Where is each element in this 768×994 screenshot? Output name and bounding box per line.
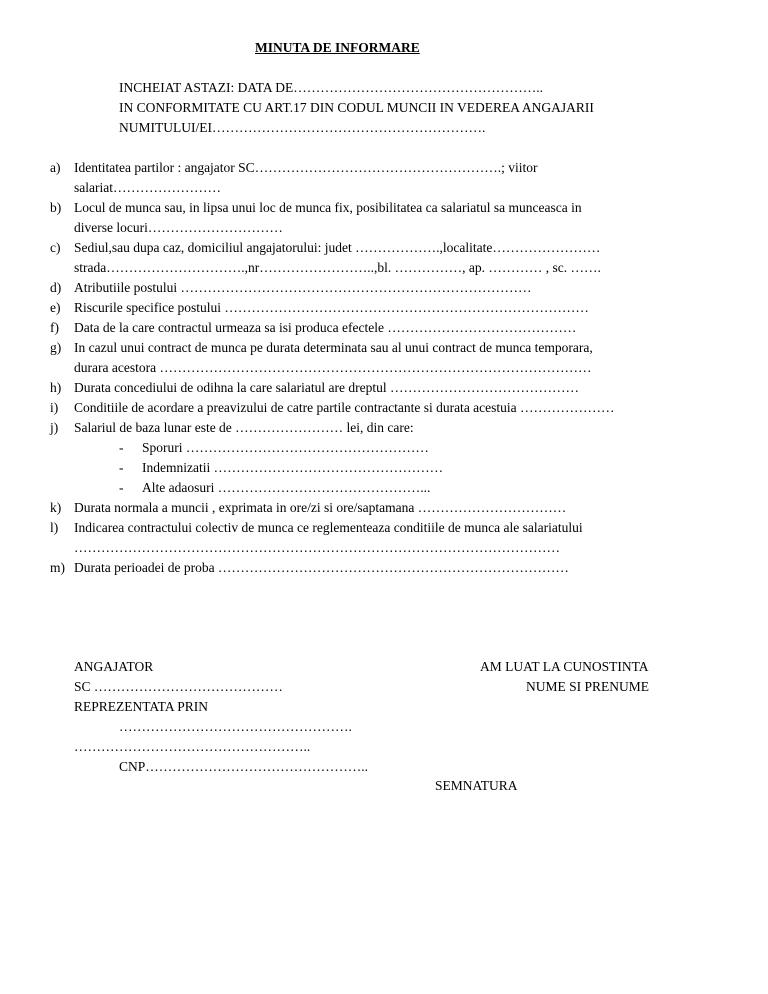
reprezentata-label: REPREZENTATA PRIN [74,699,208,714]
item-letter-l: l) [50,520,59,535]
item-c-line: Sediul,sau dupa caz, domiciliul angajatorului: judet ……………….,localitate…………………… [74,240,601,255]
item-l-line: ……………………………………………………………………………………………… [74,540,560,555]
item-letter-k: k) [50,500,62,515]
item-f-line: Data de la care contractul urmeaza sa isi produca efectele …………………………………… [74,320,577,335]
item-letter-m: m) [50,560,65,575]
angajator-label: ANGAJATOR [74,659,154,674]
sc-label: SC …………………………………… [74,679,283,694]
item-letter-b: b) [50,200,62,215]
item-letter-f: f) [50,320,59,335]
nume-prenume-label: NUME SI PRENUME [526,679,650,694]
item-h-line: Durata concediului de odihna la care salariatul are dreptul …………………………………… [74,380,579,395]
item-letter-g: g) [50,340,62,355]
item-e-line: Riscurile specifice postului ……………………………………………………………………… [74,300,589,315]
item-b-line: Locul de munca sau, in lipsa unui loc de munca fix, posibilitatea ca salariatul sa munceasca in [74,200,582,215]
intro-line: IN CONFORMITATE CU ART.17 DIN CODUL MUNCII IN VEDEREA ANGAJARII [119,100,594,115]
am-luat-label: AM LUAT LA CUNOSTINTA [480,659,649,674]
sub-item-adaosuri: Alte adaosuri ………………………………………... [142,480,431,495]
cnp-label: CNP………………………………………….. [119,759,369,774]
sub-item-dash: - [119,480,124,495]
item-c-line: strada………………………….,nr……………………..,bl. ……………, ap. ………… , sc. ……. [74,260,601,275]
sub-item-sporuri: Sporuri ……………………………………………… [142,440,429,455]
intro-line: INCHEIAT ASTAZI: DATA DE……………………………………………….. [119,80,543,95]
item-d-line: Atributiile postului …………………………………………………………………… [74,280,532,295]
item-l-line: Indicarea contractului colectiv de munca ce reglementeaza conditiile de munca ale salariatului [74,520,583,535]
item-g-line: durara acestora …………………………………………………………………………………… [74,360,592,375]
sub-item-dash: - [119,460,124,475]
item-i-line: Conditiile de acordare a preavizului de catre partile contractante si durata acestuia ………………… [74,400,615,415]
item-letter-i: i) [50,400,59,415]
item-letter-a: a) [50,160,61,175]
signature-dots: ……………………………………………. [119,719,352,734]
item-k-line: Durata normala a muncii , exprimata in ore/zi si ore/saptamana …………………………… [74,500,567,515]
signature-dots: …………………………………………….. [74,739,311,754]
item-m-line: Durata perioadei de proba …………………………………………………………………… [74,560,569,575]
item-a-line: Identitatea partilor : angajator SC……………………………………………….; viitor [74,160,538,175]
intro-line: NUMITULUI/EI……………………………………………………. [119,120,486,135]
item-a-line: salariat…………………… [74,180,221,195]
item-g-line: In cazul unui contract de munca pe durata determinata sau al unui contract de munca temporara, [74,340,593,355]
item-letter-j: j) [50,420,59,435]
item-letter-d: d) [50,280,62,295]
semnatura-label: SEMNATURA [435,778,518,793]
item-letter-c: c) [50,240,61,255]
item-j-line: Salariul de baza lunar este de …………………… lei, din care: [74,420,414,435]
sub-item-indemnizatii: Indemnizatii …………………………………………… [142,460,444,475]
item-letter-h: h) [50,380,62,395]
document-title: MINUTA DE INFORMARE [255,40,420,55]
item-letter-e: e) [50,300,61,315]
sub-item-dash: - [119,440,124,455]
item-b-line: diverse locuri………………………… [74,220,283,235]
